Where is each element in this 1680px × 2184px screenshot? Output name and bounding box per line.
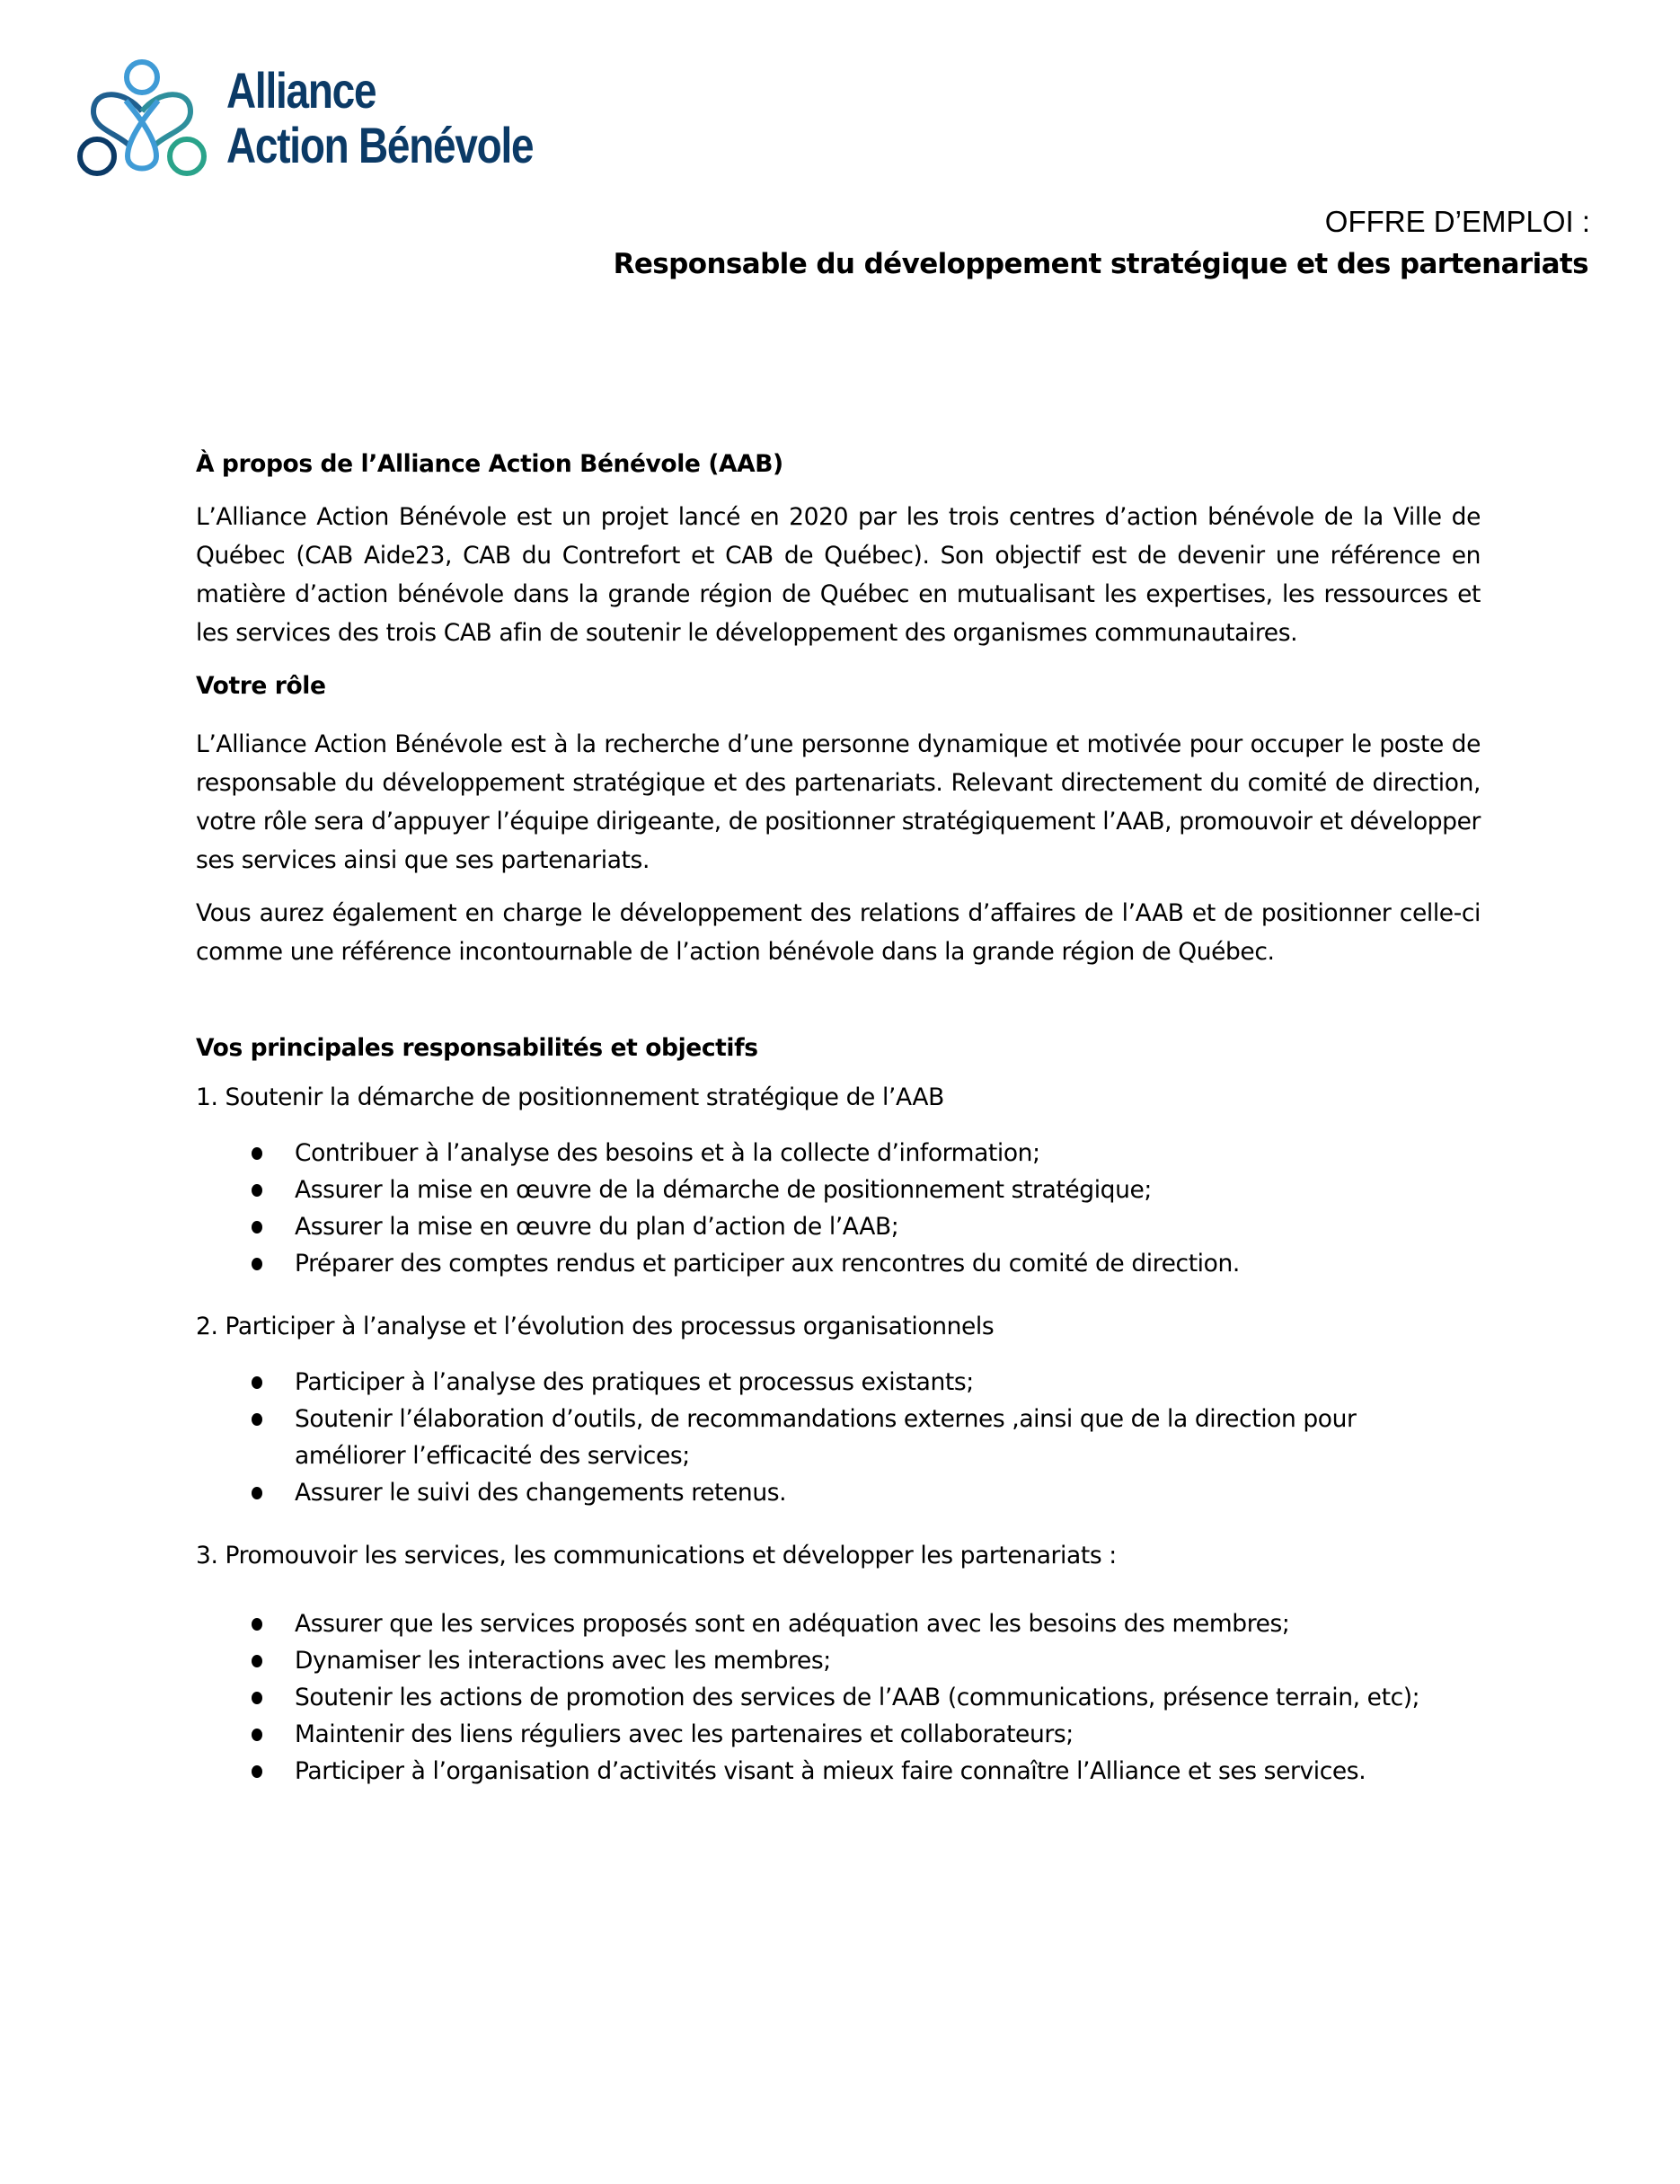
document-body [196,445,1481,1815]
objective-2-title: 2. Participer à l’analyse et l’évolution des processus organisationnels [196,1313,995,1340]
about-heading: À propos de l’Alliance Action Bénévole (AAB) [196,450,783,478]
list-item-text: Maintenir des liens réguliers avec les partenaires et collaborateurs; [295,1720,1074,1748]
bullet-icon [252,1184,262,1197]
list-item [196,1245,1463,1282]
list-item-text: Dynamiser les interactions avec les membres; [295,1647,831,1675]
bullet-icon [252,1487,262,1499]
bullet-icon [252,1376,262,1389]
list-item [196,1135,1463,1172]
list-item [196,1642,1463,1679]
logo-wordmark [226,64,533,173]
people-circles-logo-icon [75,56,208,181]
about-paragraph: L’Alliance Action Bénévole est un projet lancé en 2020 par les trois centres d’action bénévole de la Ville de Québec (CAB Aide23, CAB du Contrefort et CAB de Québec). Son objectif est de devenir une référence en matière d’action bénévole dans la grande région de Québec en mutualisant les expertises, les ressources et les services des trois CAB afin de soutenir le développement des organismes communautaires. [196,503,1481,647]
list-item-text: Assurer la mise en œuvre du plan d’action de l’AAB; [295,1213,899,1241]
list-item-text: Participer à l’organisation d’activités visant à mieux faire connaître l’Alliance et ses services. [295,1757,1366,1785]
list-item [196,1401,1463,1474]
list-item [196,1605,1463,1642]
list-item-text: Soutenir les actions de promotion des services de l’AAB (communications, présence terrain, etc); [295,1684,1420,1711]
logo-line-1: Alliance [226,62,376,119]
bullet-icon [252,1413,262,1426]
list-item-text: Assurer que les services proposés sont en adéquation avec les besoins des membres; [295,1610,1290,1638]
role-paragraph-2: Vous aurez également en charge le développement des relations d’affaires de l’AAB et de positionner celle-ci comme une référence incontournable de l’action bénévole dans la grande région de Québec. [196,899,1481,966]
role-heading: Votre rôle [196,672,326,700]
bullet-icon [252,1655,262,1667]
job-offer-label: OFFRE D’EMPLOI : [1324,205,1590,238]
bullet-icon [252,1692,262,1704]
list-item [196,1753,1463,1790]
objective-1-title: 1. Soutenir la démarche de positionnement stratégique de l’AAB [196,1083,944,1111]
list-item-text: Participer à l’analyse des pratiques et processus existants; [295,1368,974,1396]
list-item [196,1716,1463,1753]
list-item [196,1208,1463,1245]
objective-3-list [196,1605,1481,1790]
bullet-icon [252,1258,262,1270]
objective-1-list [196,1135,1481,1282]
bullet-icon [252,1765,262,1778]
list-item-text: Préparer des comptes rendus et participer aux rencontres du comité de direction. [295,1250,1240,1278]
responsibilities-heading: Vos principales responsabilités et objectifs [196,1034,758,1062]
objective-2-list [196,1364,1481,1511]
list-item-text: Assurer le suivi des changements retenus. [295,1479,787,1507]
bullet-icon [252,1729,262,1741]
list-item-text: Soutenir l’élaboration d’outils, de recommandations externes ,ainsi que de la direction pour améliorer l’efficacité des services; [295,1405,1357,1470]
list-item-text: Contribuer à l’analyse des besoins et à la collecte d’information; [295,1139,1040,1167]
bullet-icon [252,1147,262,1160]
job-title: Responsable du développement stratégique et des partenariats [613,248,1588,280]
list-item [196,1474,1463,1511]
list-item [196,1172,1463,1208]
bullet-icon [252,1221,262,1233]
logo-line-2: Action Bénévole [226,117,534,173]
role-paragraph-1: L’Alliance Action Bénévole est à la recherche d’une personne dynamique et motivée pour occuper le poste de responsable du développement stratégique et des partenariats. Relevant directement du comité de direction, votre rôle sera d’appuyer l’équipe dirigeante, de positionner stratégiquement l’AAB, promouvoir et développer ses services ainsi que ses partenariats. [196,730,1481,874]
objective-3-title: 3. Promouvoir les services, les communications et développer les partenariats : [196,1542,1117,1569]
list-item [196,1364,1463,1401]
bullet-icon [252,1618,262,1631]
list-item [196,1679,1463,1716]
list-item-text: Assurer la mise en œuvre de la démarche de positionnement stratégique; [295,1176,1152,1204]
organization-logo [75,56,600,181]
